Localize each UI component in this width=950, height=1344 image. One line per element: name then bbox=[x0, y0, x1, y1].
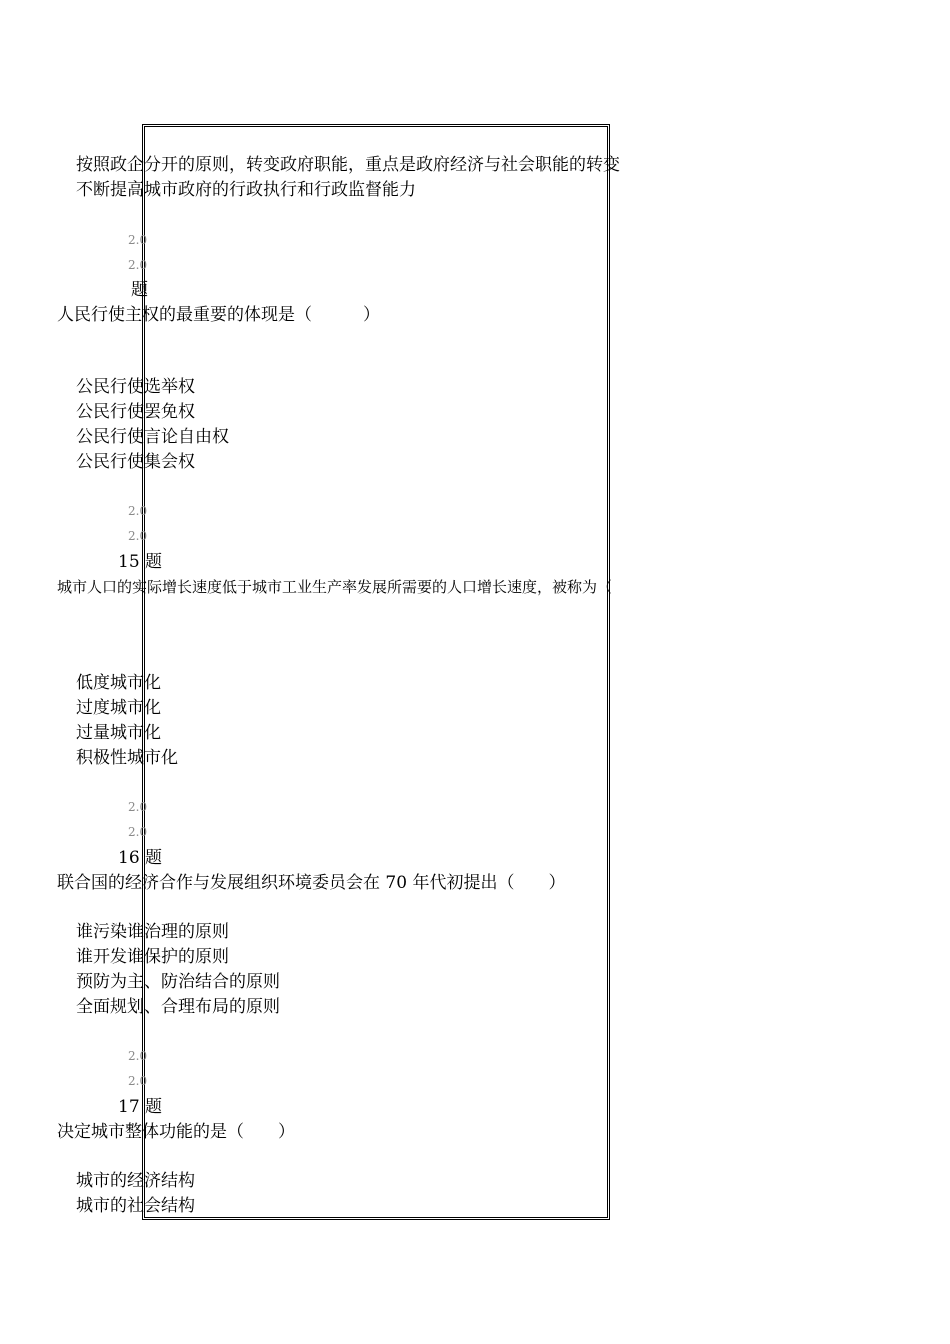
question-number: 16 题 bbox=[118, 848, 163, 868]
option-text: 过量城市化 bbox=[76, 723, 161, 743]
option-text: 低度城市化 bbox=[76, 673, 161, 693]
question-number: 15 题 bbox=[118, 552, 163, 572]
score-mark: 2.0 bbox=[128, 233, 148, 247]
page-frame-border bbox=[142, 124, 610, 1220]
option-text: 过度城市化 bbox=[76, 698, 161, 718]
option-text: 公民行使罢免权 bbox=[76, 402, 195, 422]
score-mark: 2.0 bbox=[128, 800, 148, 814]
option-text: 谁污染谁治理的原则 bbox=[76, 922, 229, 942]
question-number: 17 题 bbox=[118, 1097, 163, 1117]
question-stem: 人民行使主权的最重要的体现是（ ） bbox=[57, 305, 380, 325]
question-number: 题 bbox=[131, 280, 148, 300]
score-mark: 2.0 bbox=[128, 1049, 148, 1063]
option-text: 积极性城市化 bbox=[76, 748, 178, 768]
question-stem: 联合国的经济合作与发展组织环境委员会在 70 年代初提出（ ） bbox=[57, 873, 566, 893]
option-text: 谁开发谁保护的原则 bbox=[76, 947, 229, 967]
question-stem: 城市人口的实际增长速度低于城市工业生产率发展所需要的人口增长速度，被称为（ bbox=[57, 578, 613, 596]
score-mark: 2.0 bbox=[128, 504, 148, 518]
score-mark: 2.0 bbox=[128, 258, 148, 272]
option-text: 公民行使集会权 bbox=[76, 452, 195, 472]
option-text: 按照政企分开的原则，转变政府职能，重点是政府经济与社会职能的转变 bbox=[76, 155, 620, 175]
score-mark: 2.0 bbox=[128, 825, 148, 839]
option-text: 城市的经济结构 bbox=[76, 1171, 195, 1191]
option-text: 公民行使选举权 bbox=[76, 377, 195, 397]
score-mark: 2.0 bbox=[128, 529, 148, 543]
option-text: 不断提高城市政府的行政执行和行政监督能力 bbox=[76, 180, 416, 200]
question-stem: 决定城市整体功能的是（ ） bbox=[57, 1122, 295, 1142]
option-text: 公民行使言论自由权 bbox=[76, 427, 229, 447]
score-mark: 2.0 bbox=[128, 1074, 148, 1088]
option-text: 预防为主、防治结合的原则 bbox=[76, 972, 280, 992]
option-text: 全面规划、合理布局的原则 bbox=[76, 997, 280, 1017]
option-text: 城市的社会结构 bbox=[76, 1196, 195, 1216]
